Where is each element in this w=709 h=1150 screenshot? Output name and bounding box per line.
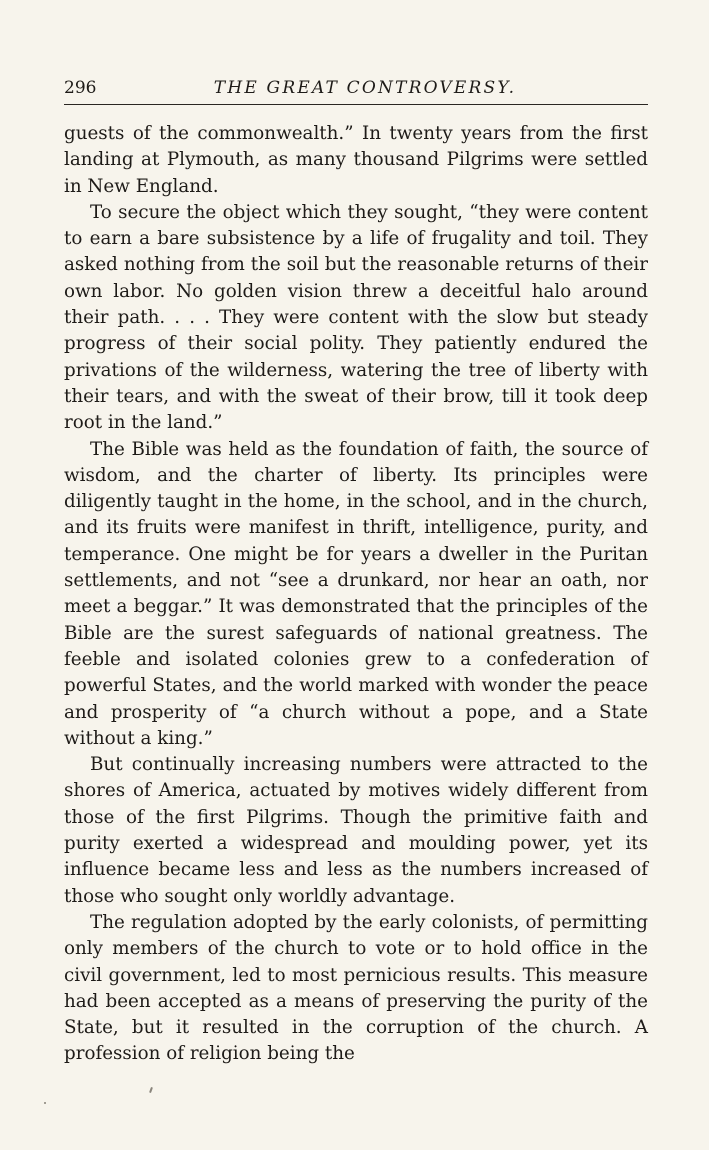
paragraph: The regulation adopted by the early colonists, of permitting only members of the church to vote or to hold office in the civil government, led to most pernicious results. This measure had been accepted as a means of preserving the purity of the State, but it resulted in the corruption of the church. A profession of religion being the: [64, 911, 648, 1065]
body-text: [64, 121, 648, 1068]
paragraph-continued: guests of the commonwealth.” In twenty years from the first landing at Plymouth, as many thousand Pilgrims were settled in New England.: [64, 123, 648, 197]
running-head: [64, 77, 648, 99]
header-rule: [64, 104, 648, 105]
paragraph: To secure the object which they sought, “they were content to earn a bare subsistence by a life of frugality and toil. They asked nothing from the soil but the reasonable returns of their own labor. No golden vision threw a deceitful halo around their path. . . . They were content with the slow but steady progress of their social polity. They patiently endured the privations of the wilderness, watering the tree of liberty with their tears, and with the sweat of their brow, till it took deep root in the land.”: [64, 201, 648, 434]
paragraph: The Bible was held as the foundation of faith, the source of wisdom, and the charter of liberty. Its principles were diligently taught in the home, in the school, and in the church, and its fruits were manifest in thrift, intelligence, purity, and temperance. One might be for years a dweller in the Puritan settlements, and not “see a drunkard, nor hear an oath, nor meet a beggar.” It was demonstrated that the principles of the Bible are the surest safeguards of national greatness. The feeble and isolated colonies grew to a confederation of powerful States, and the world marked with wonder the peace and prosperity of “a church without a pope, and a State without a king.”: [64, 438, 648, 749]
page-number: 296: [64, 78, 97, 98]
book-page: [64, 0, 648, 1150]
paper-speck: [44, 1102, 47, 1105]
running-title: THE GREAT CONTROVERSY.: [213, 78, 517, 98]
paragraph: But continually increasing numbers were attracted to the shores of America, actuated by motives widely different from those of the first Pilgrims. Though the primitive faith and purity exerted a widespread and moulding power, yet its influence became less and less as the numbers increased of those who sought only worldly advantage.: [64, 754, 648, 907]
